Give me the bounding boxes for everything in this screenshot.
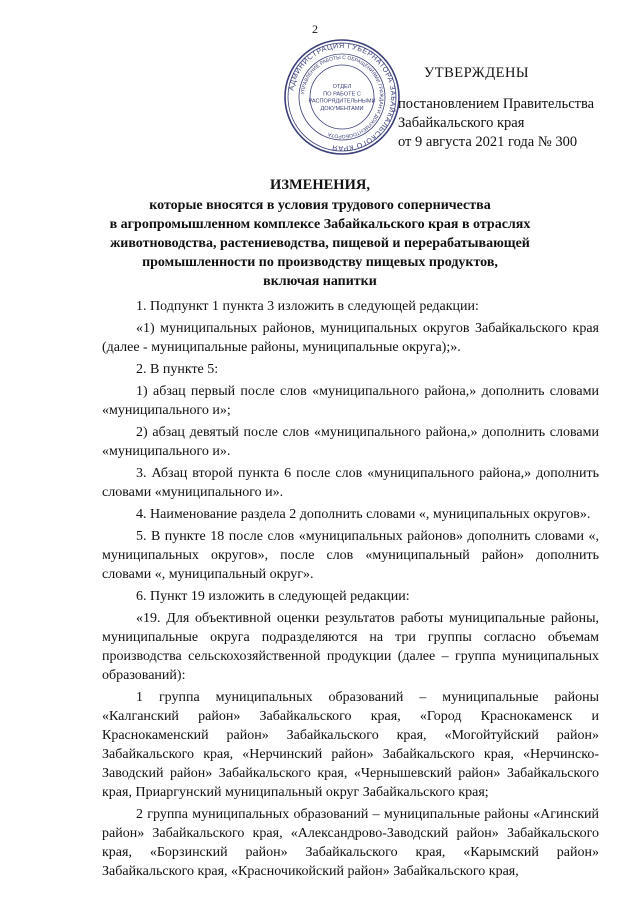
official-stamp <box>283 38 401 156</box>
paragraph-group-1: 1 группа муниципальных образований – муниципальные районы «Калганский район» Забайкальского края, «Город Краснокаменск и Краснокаменский район» Забайкальского края, «Могойтуйский район» Забайкальского края, «Нерчинский район» Забайкальского края, «Нерчинско-Заводский район» Забайкальского края, «Чернышевский район» Забайкальского края, Приаргунский муниципальный округ Забайкальского края; <box>102 690 599 800</box>
paragraph-item-5: 5. В пункте 18 после слов «муниципальных районов» дополнить словами «, муниципальных округов», после слов «муниципальный район» дополнить словами «, муниципальный округ». <box>102 529 599 582</box>
title-line: которые вносятся в условия трудового соперничества <box>149 198 491 213</box>
paragraph-item-6: 6. Пункт 19 изложить в следующей редакции: <box>136 589 410 604</box>
approval-block <box>398 64 618 152</box>
paragraph-group-2: 2 группа муниципальных образований – муниципальные районы «Агинский район» Забайкальского края, «Александрово-Заводский район» Забайкальского края, «Борзинский район» Забайкальского края, «Карымский район» Забайкальского края, «Красночикойский район» Забайкальского края, <box>102 807 599 879</box>
paragraph-quote-1: «1) муниципальных районов, муниципальных округов Забайкальского края (далее - муниципальные районы, муниципальные округа);». <box>102 321 599 355</box>
title-line: животноводства, растениеводства, пищевой и перерабатывающей <box>110 236 530 251</box>
page-number: 2 <box>312 22 318 36</box>
paragraph-quote-19: «19. Для объективной оценки результатов работы муниципальные районы, муниципальные округа подразделяются на три группы согласно объемам производства сельскохозяйственной продукции (далее – группа муниципальных образований): <box>102 611 599 683</box>
stamp-center-line: ДОКУМЕНТАМИ <box>320 105 364 112</box>
title-line: в агропромышленном комплексе Забайкальского края в отраслях <box>109 217 531 232</box>
document-title <box>90 176 550 291</box>
document-body <box>102 297 599 881</box>
stamp-outer-text: АДМИНИСТРАЦИЯ ГУБЕРНАТОРА ЗАБАЙКАЛЬСКОГО КРАЯ <box>286 40 399 154</box>
title-line: включая напитки <box>263 274 377 289</box>
paragraph-item-4: 4. Наименование раздела 2 дополнить словами «, муниципальных округов». <box>136 507 591 522</box>
title-main: ИЗМЕНЕНИЯ, <box>270 177 370 193</box>
stamp-center-line: ОТДЕЛ <box>332 84 352 91</box>
paragraph-subitem-2: 2) абзац девятый после слов «муниципального района,» дополнить словами «муниципального и». <box>102 425 599 459</box>
stamp-inner-text: УПРАВЛЕНИЕ РАБОТЫ С ОБРАЩЕНИЯМИ ГРАЖДАН И ДОКУМЕНТООБОРОТА <box>300 54 385 140</box>
approval-line-date: от 9 августа 2021 года № 300 <box>398 134 578 150</box>
title-line: промышленности по производству пищевых продуктов, <box>142 255 498 270</box>
stamp-center-line: ПО РАБОТЕ С <box>323 91 361 98</box>
paragraph-item-1: 1. Подпункт 1 пункта 3 изложить в следующей редакции: <box>136 299 479 314</box>
stamp-center-text <box>309 84 376 112</box>
approved-heading: УТВЕРЖДЕНЫ <box>424 65 530 81</box>
stamp-seal-graphic <box>283 38 401 156</box>
paragraph-subitem-1: 1) абзац первый после слов «муниципального района,» дополнить словами «муниципального и»; <box>102 384 599 418</box>
approval-line-resolution: постановлением Правительства <box>398 96 595 112</box>
approval-line-region: Забайкальского края <box>398 115 525 131</box>
stamp-center-line: РАСПОРЯДИТЕЛЬНЫМИ <box>308 98 376 105</box>
paragraph-item-3: 3. Абзац второй пункта 6 после слов «муниципального района,» дополнить словами «муниципального и». <box>102 466 599 500</box>
paragraph-item-2: 2. В пункте 5: <box>136 362 219 377</box>
